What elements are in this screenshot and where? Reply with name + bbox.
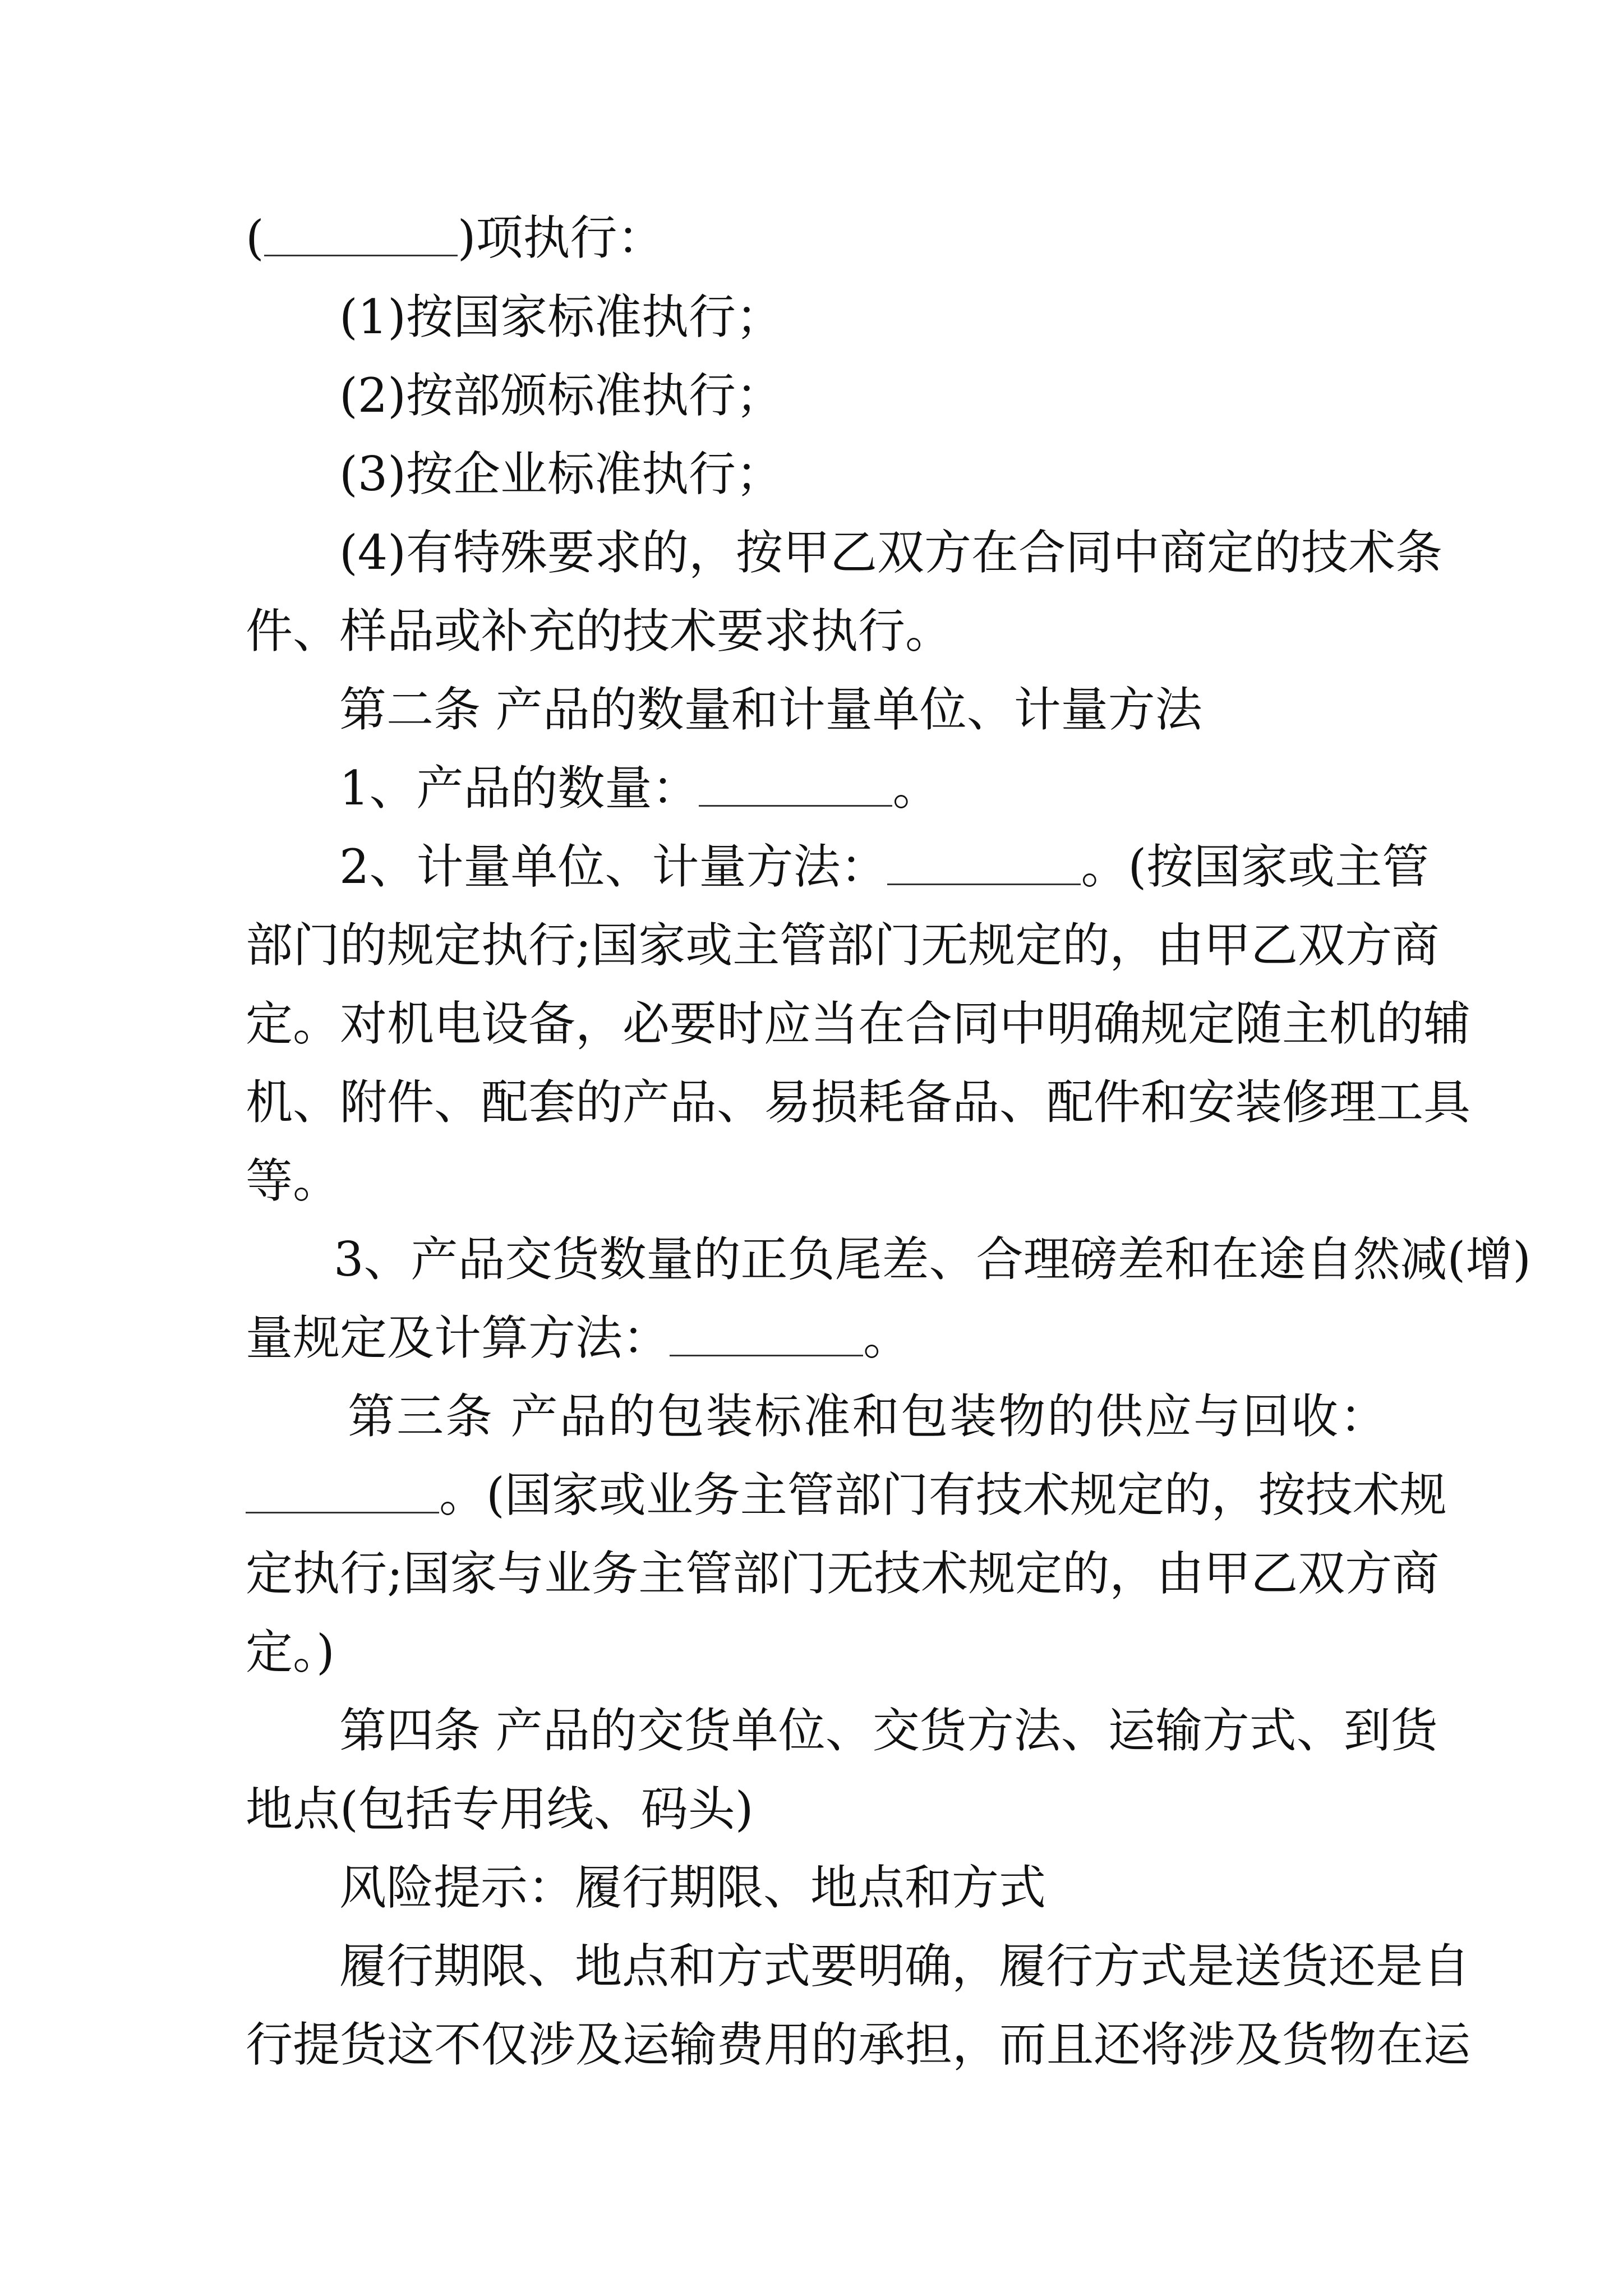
- fill-in-blank: [670, 1313, 863, 1357]
- article-2-item-1: [339, 757, 939, 819]
- fill-in-blank: [246, 1470, 439, 1514]
- article-4-heading-cont: 地点(包括专用线、码头): [246, 1782, 754, 1837]
- item-4: (4)有特殊要求的，按甲乙双方在合同中商定的技术条: [339, 525, 1442, 580]
- paragraph-line: 机、附件、配套的产品、易损耗备品、配件和安装修理工具: [246, 1075, 1471, 1130]
- item-text: 量规定及计算方法：: [246, 1310, 670, 1365]
- paragraph-line: 定。): [246, 1625, 335, 1680]
- article-4-heading: 第四条 产品的交货单位、交货方法、运输方式、到货: [339, 1703, 1438, 1758]
- article-2-item-3-cont: [246, 1307, 910, 1369]
- risk-tip-heading: 风险提示：履行期限、地点和方式: [339, 1860, 1046, 1915]
- risk-tip-paragraph-cont: 行提货这不仅涉及运输费用的承担，而且还将涉及货物在运: [246, 2017, 1471, 2072]
- item-text-end: 。: [863, 1310, 911, 1365]
- article-3-cont: [246, 1464, 1447, 1526]
- risk-tip-paragraph: 履行期限、地点和方式要明确，履行方式是送货还是自: [339, 1939, 1470, 1994]
- article-2-heading: 第二条 产品的数量和计量单位、计量方法: [339, 682, 1202, 737]
- article-2-item-3: 3、产品交货数量的正负尾差、合理磅差和在途自然减(增): [334, 1232, 1531, 1287]
- fill-in-blank: [699, 763, 892, 807]
- item-text-end: 。: [892, 761, 940, 816]
- item-text: 2、计量单位、计量方法：: [339, 839, 888, 894]
- item-1: (1)按国家标准执行；: [339, 289, 783, 344]
- article-3-heading: 第三条 产品的包装标准和包装物的供应与回收：: [348, 1389, 1387, 1444]
- paren-close-text: )项执行：: [457, 210, 665, 265]
- fill-in-blank: [887, 841, 1081, 886]
- item-text: 1、产品的数量：: [339, 761, 699, 816]
- item-text-end: 。(国家或业务主管部门有技术规定的，按技术规: [439, 1467, 1447, 1522]
- paragraph-line: 定。对机电设备，必要时应当在合同中明确规定随主机的辅: [246, 996, 1471, 1051]
- item-4-cont: 件、样品或补充的技术要求执行。: [246, 604, 953, 659]
- line-1: [246, 207, 665, 269]
- paragraph-line: 等。: [246, 1153, 340, 1208]
- article-2-item-2: [339, 836, 1429, 898]
- paragraph-line: 定执行;国家与业务主管部门无技术规定的，由甲乙双方商: [246, 1546, 1440, 1601]
- paragraph-line: 部门的规定执行;国家或主管部门无规定的，由甲乙双方商: [246, 918, 1440, 973]
- item-3: (3)按企业标准执行；: [339, 447, 783, 501]
- item-2: (2)按部颁标准执行；: [339, 368, 783, 423]
- item-text-end: 。(按国家或主管: [1081, 839, 1430, 894]
- fill-in-blank: [264, 213, 458, 257]
- paren-open: (: [246, 210, 264, 265]
